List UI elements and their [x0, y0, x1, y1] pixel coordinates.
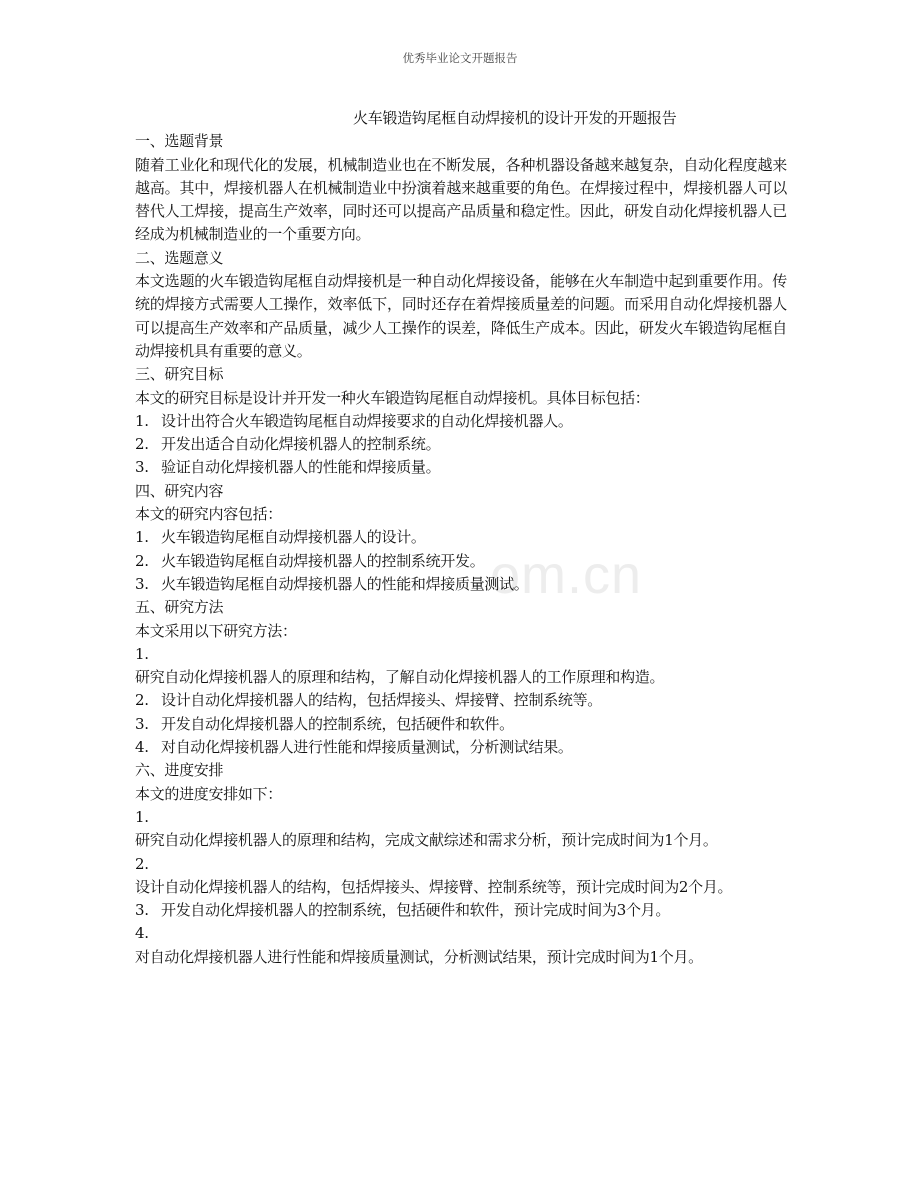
list-item-text: 火车锻造钩尾框自动焊接机器人的设计。	[161, 528, 426, 547]
section-heading: 六、进度安排	[135, 761, 224, 780]
list-item-text: 开发出适合自动化焊接机器人的控制系统。	[161, 435, 441, 454]
list-item-number: 2.	[135, 435, 149, 454]
list-item-text: 火车锻造钩尾框自动焊接机器人的控制系统开发。	[161, 551, 485, 570]
list-item-number: 3.	[135, 714, 149, 733]
list-item-number: 2.	[135, 854, 149, 873]
section-heading: 四、研究内容	[135, 481, 224, 500]
section-intro: 本文的研究目标是设计并开发一种火车锻造钩尾框自动焊接机。具体目标包括：	[135, 388, 650, 407]
list-item-text: 设计自动化焊接机器人的结构，包括焊接头、焊接臂、控制系统等。	[161, 691, 603, 710]
section-intro: 本文的研究内容包括：	[135, 505, 283, 524]
section-heading: 三、研究目标	[135, 365, 224, 384]
list-item-text: 研究自动化焊接机器人的原理和结构，了解自动化焊接机器人的工作原理和构造。	[135, 668, 665, 687]
list-item	[135, 526, 787, 549]
list-item-text: 对自动化焊接机器人进行性能和焊接质量测试，分析测试结果。	[161, 738, 573, 757]
list-item-number: 3.	[135, 458, 149, 477]
list-item	[135, 689, 787, 712]
list-item-text: 研究自动化焊接机器人的原理和结构，完成文献综述和需求分析，预计完成时间为1个月。	[135, 831, 718, 850]
list-item-text: 开发自动化焊接机器人的控制系统，包括硬件和软件，预计完成时间为3个月。	[161, 901, 671, 920]
list-item-number: 4.	[135, 924, 149, 943]
list-item	[135, 550, 787, 573]
list-item-number: 3.	[135, 574, 149, 593]
list-item	[135, 410, 787, 433]
list-item	[135, 456, 787, 479]
list-item-number: 1.	[135, 528, 149, 547]
list-item-number: 3.	[135, 901, 149, 920]
document-body	[135, 107, 787, 969]
section-intro: 本文的进度安排如下：	[135, 784, 283, 803]
list-item-number: 1.	[135, 807, 149, 826]
watermark: om.cn	[490, 545, 643, 605]
section-heading: 一、选题背景	[135, 132, 224, 151]
section-paragraph: 本文选题的火车锻造钩尾框自动焊接机是一种自动化焊接设备，能够在火车制造中起到重要作用。传统的焊接方式需要人工操作，效率低下，同时还存在着焊接质量差的问题。而采用自动化焊接机器人可以提高生产效率和产品质量，减少人工操作的误差，降低生产成本。因此，研发火车锻造钩尾框自动焊接机具有重要的意义。	[135, 272, 787, 360]
section-heading: 五、研究方法	[135, 598, 224, 617]
list-item-number: 1.	[135, 644, 149, 663]
list-item-text: 设计出符合火车锻造钩尾框自动焊接要求的自动化焊接机器人。	[161, 411, 573, 430]
list-item	[135, 573, 787, 596]
list-item-text: 验证自动化焊接机器人的性能和焊接质量。	[161, 458, 441, 477]
list-item-text: 火车锻造钩尾框自动焊接机器人的性能和焊接质量测试。	[161, 574, 529, 593]
list-item-number: 1.	[135, 411, 149, 430]
list-item-number: 2.	[135, 551, 149, 570]
list-item	[135, 899, 787, 922]
list-item-text: 设计自动化焊接机器人的结构，包括焊接头、焊接臂、控制系统等，预计完成时间为2个月。	[135, 877, 733, 896]
list-item-text: 对自动化焊接机器人进行性能和焊接质量测试，分析测试结果，预计完成时间为1个月。	[135, 947, 703, 966]
document-title: 火车锻造钩尾框自动焊接机的设计开发的开题报告	[353, 109, 677, 127]
list-item	[135, 433, 787, 456]
list-item-number: 2.	[135, 691, 149, 710]
list-item	[135, 736, 787, 759]
list-item-text: 开发自动化焊接机器人的控制系统，包括硬件和软件。	[161, 714, 514, 733]
section-intro: 本文采用以下研究方法：	[135, 621, 297, 640]
list-item	[135, 713, 787, 736]
list-item-number: 4.	[135, 738, 149, 757]
page-header: 优秀毕业论文开题报告	[402, 51, 518, 65]
section-heading: 二、选题意义	[135, 248, 224, 267]
section-paragraph: 随着工业化和现代化的发展，机械制造业也在不断发展，各种机器设备越来越复杂，自动化程度越来越高。其中，焊接机器人在机械制造业中扮演着越来越重要的角色。在焊接过程中，焊接机器人可以替代人工焊接，提高生产效率，同时还可以提高产品质量和稳定性。因此，研发自动化焊接机器人已经成为机械制造业的一个重要方向。	[135, 155, 787, 244]
